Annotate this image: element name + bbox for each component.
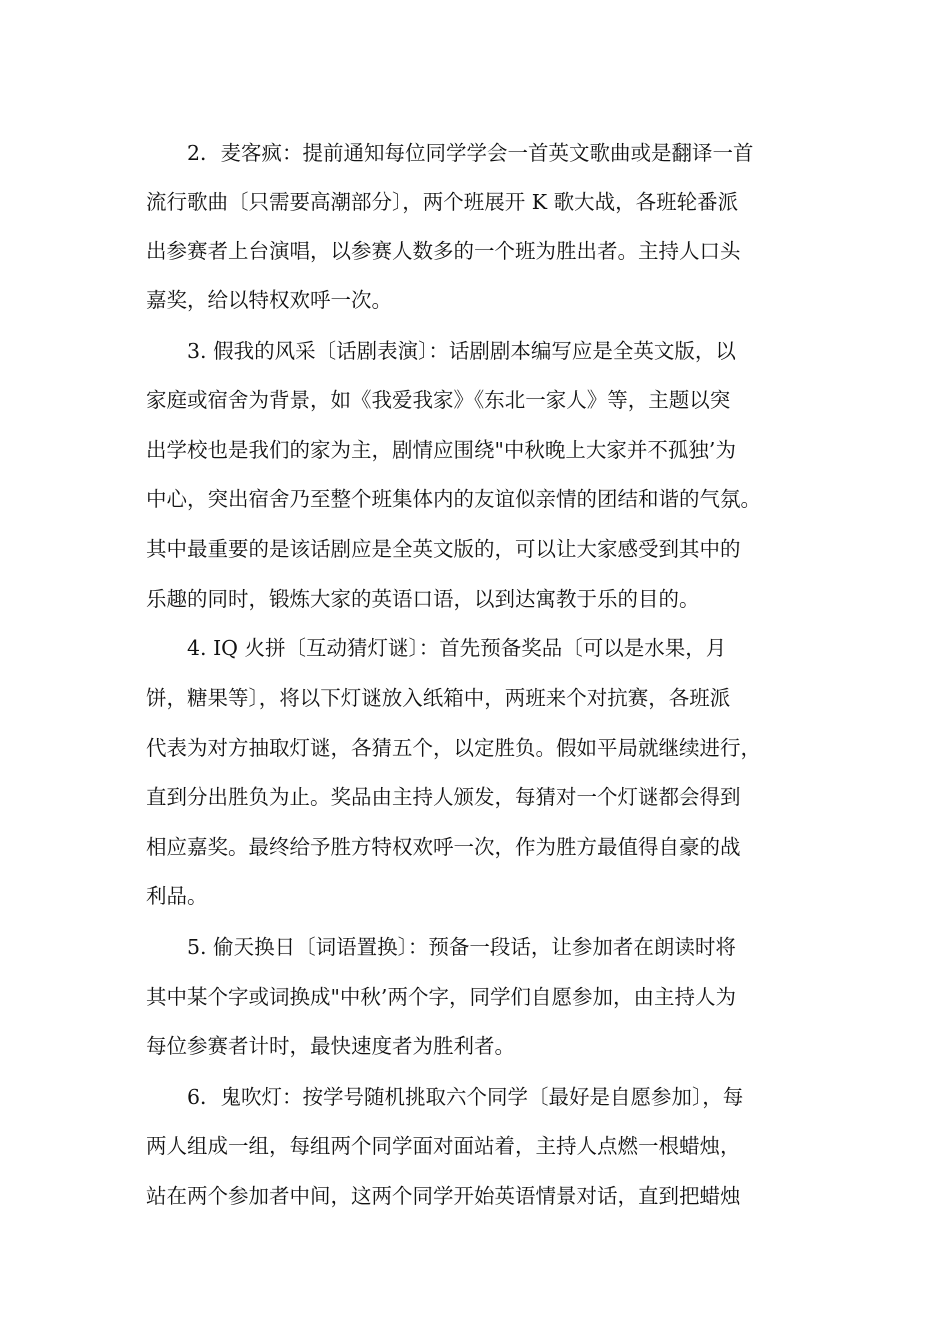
paragraph-2-line-3: 出参赛者上台演唱，以参赛人数多的一个班为胜出者。主持人口头 [146, 239, 741, 263]
paragraph-2-line-4: 嘉奖，给以特权欢呼一次。 [146, 288, 392, 312]
paragraph-3-line-6: 乐趣的同时，锻炼大家的英语口语，以到达寓教于乐的目的。 [146, 587, 700, 611]
paragraph-4-line-5: 相应嘉奖。最终给予胜方特权欢呼一次，作为胜方最值得自豪的战 [146, 835, 741, 859]
paragraph-3-line-4: 中心，突出宿舍乃至整个班集体内的友谊似亲情的团结和谐的气氛。 [146, 487, 761, 511]
paragraph-6-line-2: 两人组成一组，每组两个同学面对面站着，主持人点燃一根蜡烛， [146, 1134, 741, 1158]
paragraph-4-line-3: 代表为对方抽取灯谜，各猜五个，以定胜负。假如平局就继续进行， [146, 736, 761, 760]
paragraph-5-line-2: 其中某个字或词换成"中秋’两个字，同学们自愿参加，由主持人为 [146, 985, 736, 1009]
paragraph-4-line-1: 4. IQ 火拼〔互动猜灯谜〕：首先预备奖品〔可以是水果，月 [187, 636, 727, 660]
paragraph-6-line-1: 6．鬼吹灯：按学号随机挑取六个同学〔最好是自愿参加〕，每 [187, 1085, 744, 1109]
paragraph-5-line-3: 每位参赛者计时，最快速度者为胜利者。 [146, 1034, 515, 1058]
paragraph-4-line-4: 直到分出胜负为止。奖品由主持人颁发，每猜对一个灯谜都会得到 [146, 785, 741, 809]
paragraph-3-line-1: 3. 假我的风采〔话剧表演〕：话剧剧本编写应是全英文版，以 [187, 339, 736, 363]
paragraph-2-line-2: 流行歌曲〔只需要高潮部分〕，两个班展开 K 歌大战，各班轮番派 [146, 190, 739, 214]
paragraph-3-line-3: 出学校也是我们的家为主，剧情应围绕"中秋晚上大家并不孤独’为 [146, 438, 736, 462]
paragraph-2-line-1: 2．麦客疯：提前通知每位同学学会一首英文歌曲或是翻译一首 [187, 141, 754, 165]
paragraph-6-line-3: 站在两个参加者中间，这两个同学开始英语情景对话，直到把蜡烛 [146, 1184, 741, 1208]
paragraph-4-line-6: 利品。 [146, 884, 208, 908]
paragraph-5-line-1: 5. 偷天换日〔词语置换〕：预备一段话，让参加者在朗读时将 [187, 935, 736, 959]
paragraph-3-line-5: 其中最重要的是该话剧应是全英文版的，可以让大家感受到其中的 [146, 537, 741, 561]
paragraph-4-line-2: 饼，糖果等〕，将以下灯谜放入纸箱中，两班来个对抗赛，各班派 [146, 686, 731, 710]
paragraph-3-line-2: 家庭或宿舍为背景，如《我爱我家》《东北一家人》等，主题以突 [146, 388, 731, 412]
